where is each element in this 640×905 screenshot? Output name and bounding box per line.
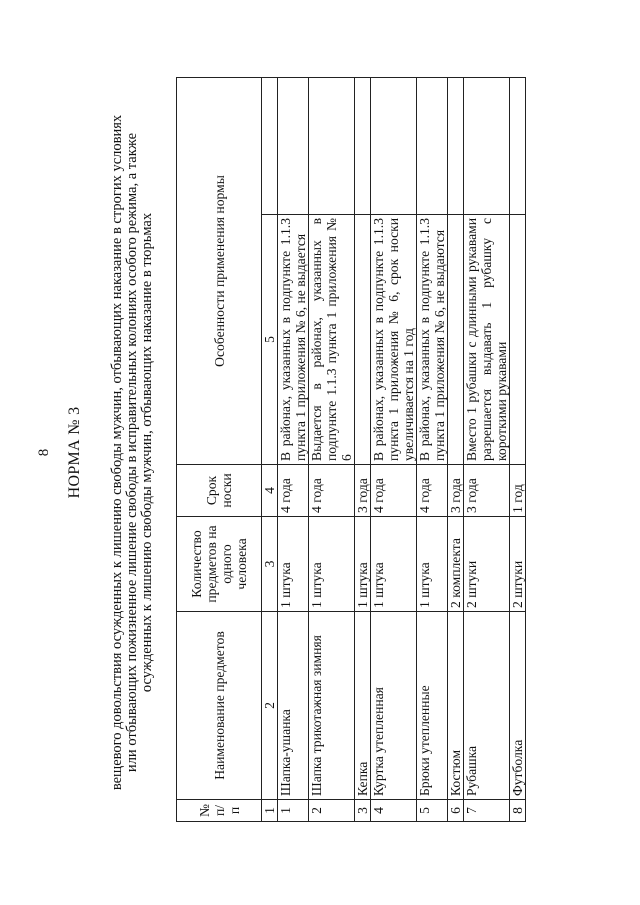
item-notes <box>510 215 526 465</box>
row-number: 3 <box>355 800 371 822</box>
item-term: 3 года <box>464 465 510 517</box>
item-notes: В районах, указанных в подпункте 1.1.3 пункта 1 приложения № 6, не выдается <box>278 215 309 465</box>
column-number: 1 <box>262 800 278 822</box>
item-term: 4 года <box>371 465 417 517</box>
column-number: 3 <box>262 517 278 612</box>
item-extra <box>417 77 448 214</box>
row-number: 1 <box>278 800 309 822</box>
item-extra <box>355 77 371 214</box>
item-quantity: 1 штука <box>355 517 371 612</box>
item-notes: Вместо 1 рубашки с длинными рукавами разрешается выдавать 1 рубашку с короткими рукавами <box>464 215 510 465</box>
item-quantity: 1 штука <box>309 517 355 612</box>
page-number: 8 <box>36 448 52 457</box>
table-row <box>448 77 464 821</box>
item-quantity: 1 штука <box>417 517 448 612</box>
table-row <box>371 77 417 821</box>
item-name: Футболка <box>510 612 526 800</box>
column-number-row <box>262 77 278 821</box>
item-notes: Выдается в районах, указанных в подпункте 1.1.3 пункта 1 приложения № 6 <box>309 215 355 465</box>
item-quantity: 2 штуки <box>464 517 510 612</box>
item-name: Шапка-ушанка <box>278 612 309 800</box>
column-number: 4 <box>262 465 278 517</box>
subtitle-line: вещевого довольствия осужденных к лишению свободы мужчин, отбывающих наказание в строгих условиях <box>109 114 125 791</box>
table-header-row <box>177 77 262 821</box>
item-notes <box>448 215 464 465</box>
row-number: 5 <box>417 800 448 822</box>
table-row <box>309 77 355 821</box>
item-name: Куртка утепленная <box>371 612 417 800</box>
item-extra <box>278 77 309 214</box>
item-notes: В районах, указанных в подпункте 1.1.3 пункта 1 приложения № 6, срок носки увеличивается на 1 год <box>371 215 417 465</box>
item-term: 3 года <box>355 465 371 517</box>
row-number: 4 <box>371 800 417 822</box>
item-quantity: 1 штука <box>278 517 309 612</box>
subtitle-line: или отбывающих пожизненное лишение свободы в исправительных колониях особого режима, а также <box>124 132 140 773</box>
item-extra <box>371 77 417 214</box>
header-quantity: Количество предметов на одного человека <box>177 517 262 612</box>
item-name: Кепка <box>355 612 371 800</box>
header-number: № п/п <box>177 800 262 822</box>
item-term: 3 года <box>448 465 464 517</box>
header-term: Срок носки <box>177 465 262 517</box>
item-quantity: 2 штуки <box>510 517 526 612</box>
item-extra <box>448 77 464 214</box>
column-number: 5 <box>262 215 278 465</box>
item-name: Брюки утепленные <box>417 612 448 800</box>
item-name: Рубашка <box>464 612 510 800</box>
item-term: 4 года <box>417 465 448 517</box>
item-quantity: 2 комплекта <box>448 517 464 612</box>
table-body <box>262 77 526 821</box>
item-name: Костюм <box>448 612 464 800</box>
item-term: 4 года <box>278 465 309 517</box>
item-name: Шапка трикотажная зимняя <box>309 612 355 800</box>
document-title: НОРМА № 3 <box>66 406 83 499</box>
column-number: 2 <box>262 612 278 800</box>
document-subtitle <box>110 80 155 825</box>
row-number: 8 <box>510 800 526 822</box>
table-row <box>417 77 448 821</box>
item-notes: В районах, указанных в подпункте 1.1.3 пункта 1 приложения № 6, не выдаются <box>417 215 448 465</box>
column-number <box>262 77 278 214</box>
norm-table <box>176 77 526 822</box>
row-number: 2 <box>309 800 355 822</box>
table-row <box>510 77 526 821</box>
item-extra <box>309 77 355 214</box>
table-row <box>355 77 371 821</box>
item-extra <box>510 77 526 214</box>
item-notes <box>355 215 371 465</box>
row-number: 6 <box>448 800 464 822</box>
subtitle-line: осужденных к лишению свободы мужчин, отбывающих наказание в тюрьмах <box>139 212 155 693</box>
item-extra <box>464 77 510 214</box>
table-row <box>464 77 510 821</box>
table-row <box>278 77 309 821</box>
item-term: 4 года <box>309 465 355 517</box>
row-number: 7 <box>464 800 510 822</box>
item-term: 1 год <box>510 465 526 517</box>
header-item-name: Наименование предметов <box>177 612 262 800</box>
header-notes: Особенности применения нормы <box>177 77 262 464</box>
item-quantity: 1 штука <box>371 517 417 612</box>
